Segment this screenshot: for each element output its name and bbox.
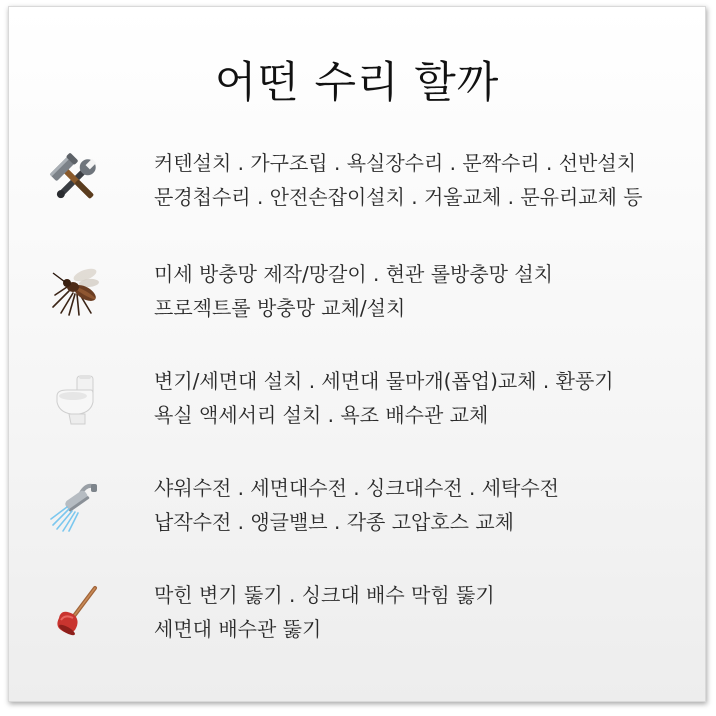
service-item-handyman [9,146,705,226]
service-line: 변기/세면대 설치 . 세면대 물마개(폽업)교체 . 환풍기 [154,369,614,393]
service-line: 프로젝트롤 방충망 교체/설치 [154,296,406,320]
shower-icon [47,479,103,535]
mosquito-icon [47,263,103,319]
toilet-icon [47,372,103,428]
service-lines [154,364,699,432]
service-line: 샤워수전 . 세면대수전 . 싱크대수전 . 세탁수전 [154,476,559,500]
service-line: 문경첩수리 . 안전손잡이설치 . 거울교체 . 문유리교체 등 [154,185,643,209]
service-line: 커텐설치 . 가구조립 . 욕실장수리 . 문짝수리 . 선반설치 [154,151,637,175]
service-line: 납작수전 . 앵글밸브 . 각종 고압호스 교체 [154,510,514,534]
service-line: 욕실 액세서리 설치 . 욕조 배수관 교체 [154,403,489,427]
service-card [8,6,706,702]
service-lines [154,146,699,214]
service-item-faucet [9,471,705,551]
service-line: 막힌 변기 뚫기 . 싱크대 배수 막힘 뚫기 [154,583,495,607]
service-item-screen [9,257,705,337]
service-lines [154,471,699,539]
page-title: 어떤 수리 할까 [214,58,500,108]
service-lines [154,257,699,325]
service-line: 세면대 배수관 뚫기 [154,617,322,641]
service-lines [154,578,699,646]
service-item-bathroom [9,364,705,444]
tools-icon [47,152,103,208]
service-item-drain [9,578,705,658]
plunger-icon [47,584,103,640]
service-line: 미세 방충망 제작/망갈이 . 현관 롤방충망 설치 [154,262,553,286]
